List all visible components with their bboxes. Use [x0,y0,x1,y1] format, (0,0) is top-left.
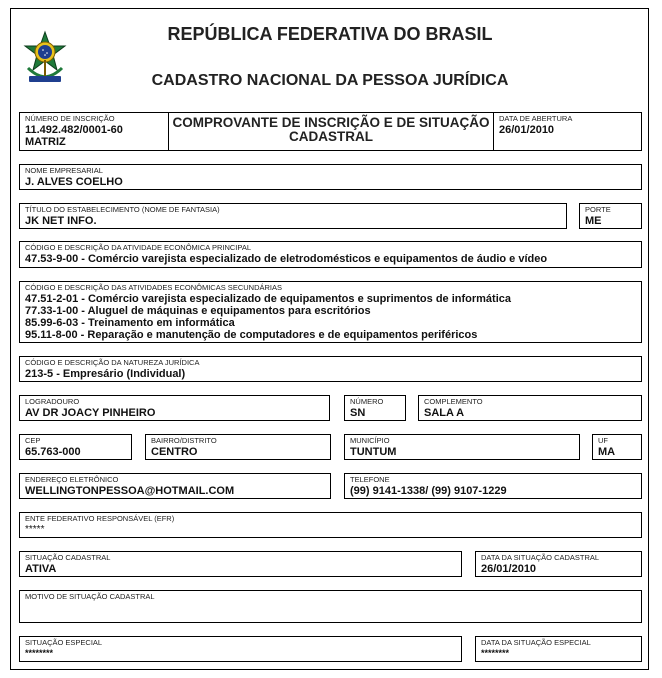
atividade-secundaria-item: 85.99-6-03 - Treinamento em informática [25,317,235,329]
municipio-box [344,434,580,460]
abertura-box [493,112,642,151]
logradouro-box [19,395,330,421]
porte-value: ME [585,215,602,227]
email-value: WELLINGTONPESSOA@HOTMAIL.COM [25,485,235,497]
porte-box [579,203,642,229]
inscricao-number: 11.492.482/0001-60 [25,124,123,136]
atividade-principal-label: CÓDIGO E DESCRIÇÃO DA ATIVIDADE ECONÔMICA PRINCIPAL [25,243,252,252]
situacao-label: SITUAÇÃO CADASTRAL [25,553,111,562]
numero-box [344,395,406,421]
atividade-secundaria-item: 95.11-8-00 - Reparação e manutenção de computadores e de equipamentos periféricos [25,329,478,341]
email-label: ENDEREÇO ELETRÔNICO [25,475,119,484]
situacao-especial-value: ******** [25,648,54,658]
numero-value: SN [350,407,366,419]
nome-label: NOME EMPRESARIAL [25,166,103,175]
numero-label: NÚMERO [350,397,384,406]
municipio-value: TUNTUM [350,446,397,458]
nome-value: J. ALVES COELHO [25,176,123,188]
telefone-value: (99) 9141-1338/ (99) 9107-1229 [350,485,507,497]
motivo-label: MOTIVO DE SITUAÇÃO CADASTRAL [25,592,155,601]
cep-box [19,434,132,460]
abertura-label: DATA DE ABERTURA [499,114,573,123]
cep-value: 65.763-000 [25,446,81,458]
situacao-box [19,551,462,577]
efr-value: ***** [25,524,45,535]
data-situacao-especial-box [475,636,642,662]
fantasia-box [19,203,567,229]
atividade-principal-box [19,241,642,268]
brasao-emblem-icon [22,30,68,86]
uf-box [592,434,642,460]
comprovante-line1: COMPROVANTE DE INSCRIÇÃO E DE SITUAÇÃO [172,115,490,130]
inscricao-type: MATRIZ [25,136,66,148]
situacao-value: ATIVA [25,563,57,575]
situacao-especial-box [19,636,462,662]
data-situacao-especial-value: ******** [481,648,510,658]
comprovante-box [168,112,494,151]
page-title: REPÚBLICA FEDERATIVA DO BRASIL [167,24,493,44]
abertura-value: 26/01/2010 [499,124,555,136]
atividade-principal-value: 47.53-9-00 - Comércio varejista especializado de eletrodomésticos e equipamentos de áudio e vídeo [25,253,548,265]
inscricao-box [19,112,169,151]
email-box [19,473,331,499]
logradouro-label: LOGRADOURO [25,397,80,406]
natureza-juridica-box [19,356,642,382]
motivo-box [19,590,642,623]
efr-box [19,512,642,538]
bairro-box [145,434,331,460]
natureza-label: CÓDIGO E DESCRIÇÃO DA NATUREZA JURÍDICA [25,358,200,367]
bairro-label: BAIRRO/DISTRITO [151,436,217,445]
municipio-label: MUNICÍPIO [350,436,390,445]
atividades-secundarias-box [19,281,642,343]
data-situacao-box [475,551,642,577]
data-situacao-label: DATA DA SITUAÇÃO CADASTRAL [481,553,600,562]
nome-empresarial-box [19,164,642,190]
porte-label: PORTE [585,205,611,214]
atividade-secundaria-item: 77.33-1-00 - Aluguel de máquinas e equipamentos para escritórios [25,305,371,317]
fantasia-label: TÍTULO DO ESTABELECIMENTO (NOME DE FANTASIA) [25,205,220,214]
uf-value: MA [598,446,616,458]
natureza-value: 213-5 - Empresário (Individual) [25,368,186,380]
telefone-box [344,473,642,499]
atividade-secundaria-item: 47.51-2-01 - Comércio varejista especializado de equipamentos e suprimentos de informática [25,293,512,305]
data-situacao-especial-label: DATA DA SITUAÇÃO ESPECIAL [481,638,591,647]
atividades-secundarias-label: CÓDIGO E DESCRIÇÃO DAS ATIVIDADES ECONÔMICAS SECUNDÁRIAS [25,283,282,292]
complemento-box [418,395,642,421]
cep-label: CEP [25,436,41,445]
bairro-value: CENTRO [151,446,198,458]
complemento-label: COMPLEMENTO [424,397,483,406]
page-subtitle: CADASTRO NACIONAL DA PESSOA JURÍDICA [151,72,509,89]
inscricao-label: NÚMERO DE INSCRIÇÃO [25,114,115,123]
logradouro-value: AV DR JOACY PINHEIRO [25,407,156,419]
situacao-especial-label: SITUAÇÃO ESPECIAL [25,638,103,647]
complemento-value: SALA A [424,407,465,419]
data-situacao-value: 26/01/2010 [481,563,537,575]
uf-label: UF [598,436,608,445]
comprovante-line2: CADASTRAL [289,129,373,144]
telefone-label: TELEFONE [350,475,390,484]
fantasia-value: JK NET INFO. [25,215,97,227]
efr-label: ENTE FEDERATIVO RESPONSÁVEL (EFR) [25,514,175,523]
